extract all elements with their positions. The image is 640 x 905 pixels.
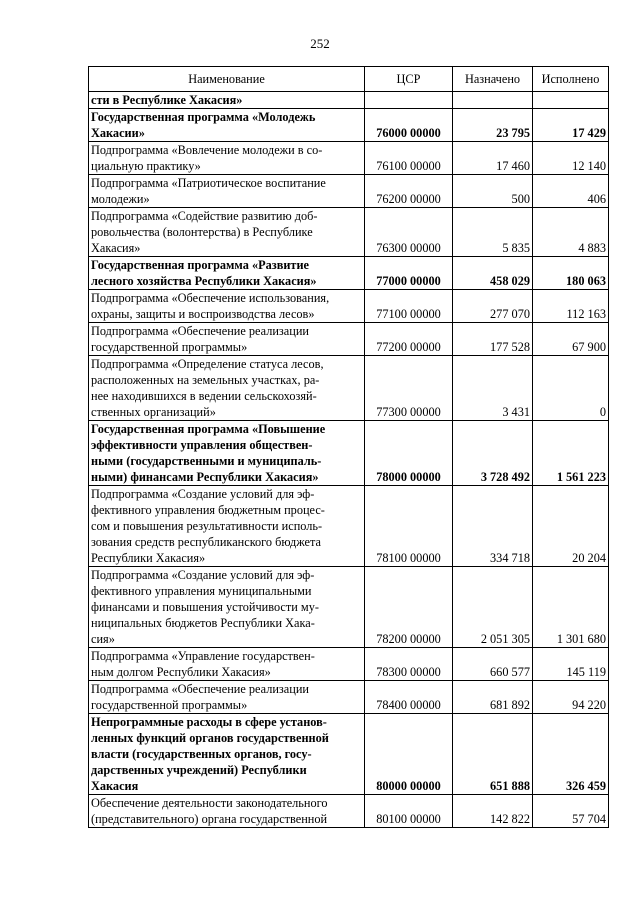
row-name-cell: Непрограммные расходы в сфере установ- ленных функций органов государственной власти (государственных органов, госу- дарственных учреждений) Республики Хакасия: [89, 714, 365, 795]
row-name-cell: Подпрограмма «Обеспечение использования, охраны, защиты и воспроизводства лесов»: [89, 290, 365, 323]
table-header-row: [89, 67, 609, 92]
table-row: [89, 681, 609, 714]
row-planned-cell: 142 822: [453, 795, 533, 828]
row-name-cell: Подпрограмма «Патриотическое воспитание молодежи»: [89, 175, 365, 208]
row-executed-cell: 17 429: [533, 109, 609, 142]
table-row: [89, 109, 609, 142]
row-name-cell: Подпрограмма «Обеспечение реализации государственной программы»: [89, 323, 365, 356]
row-name-cell: Подпрограмма «Определение статуса лесов, расположенных на земельных участках, ра- нее находившихся в ведении сельскохозяй- ственных организаций»: [89, 356, 365, 421]
row-planned-cell: 681 892: [453, 681, 533, 714]
row-code-cell: 77100 00000: [365, 290, 453, 323]
table-row: [89, 795, 609, 828]
table-row: [89, 175, 609, 208]
table-row: [89, 714, 609, 795]
table-body: [89, 92, 609, 828]
table-row: [89, 92, 609, 109]
row-executed-cell: 406: [533, 175, 609, 208]
header-code: ЦСР: [365, 67, 453, 92]
row-executed-cell: 1 301 680: [533, 567, 609, 648]
row-planned-cell: 458 029: [453, 257, 533, 290]
row-planned-cell: 23 795: [453, 109, 533, 142]
row-code-cell: 80100 00000: [365, 795, 453, 828]
row-name-cell: Государственная программа «Повышение эффективности управления обществен- ными (государственными и муниципаль- ными) финансами Республики Хакасия»: [89, 421, 365, 486]
row-name-cell: Подпрограмма «Вовлечение молодежи в со- циальную практику»: [89, 142, 365, 175]
header-executed: Исполнено: [533, 67, 609, 92]
row-code-cell: 78400 00000: [365, 681, 453, 714]
row-name-cell: Подпрограмма «Управление государствен- ным долгом Республики Хакасия»: [89, 648, 365, 681]
row-code-cell: 77000 00000: [365, 257, 453, 290]
row-name-cell: Подпрограмма «Обеспечение реализации государственной программы»: [89, 681, 365, 714]
table-row: [89, 208, 609, 257]
row-name-cell: Обеспечение деятельности законодательного (представительного) органа государственной: [89, 795, 365, 828]
row-executed-cell: 12 140: [533, 142, 609, 175]
row-name-cell: Государственная программа «Молодежь Хакасии»: [89, 109, 365, 142]
row-code-cell: 80000 00000: [365, 714, 453, 795]
row-code-cell: 76300 00000: [365, 208, 453, 257]
row-executed-cell: 94 220: [533, 681, 609, 714]
table-row: [89, 421, 609, 486]
row-name-cell: Подпрограмма «Содействие развитию доб- ровольчества (волонтерства) в Республике Хакасия»: [89, 208, 365, 257]
row-executed-cell: 20 204: [533, 486, 609, 567]
page-number: 252: [310, 36, 330, 51]
row-executed-cell: 326 459: [533, 714, 609, 795]
row-executed-cell: 57 704: [533, 795, 609, 828]
header-planned: Назначено: [453, 67, 533, 92]
row-code-cell: 77200 00000: [365, 323, 453, 356]
row-executed-cell: [533, 92, 609, 109]
row-executed-cell: 145 119: [533, 648, 609, 681]
table-row: [89, 356, 609, 421]
row-code-cell: 78200 00000: [365, 567, 453, 648]
row-code-cell: 76100 00000: [365, 142, 453, 175]
row-planned-cell: 17 460: [453, 142, 533, 175]
row-planned-cell: 5 835: [453, 208, 533, 257]
row-name-cell: Государственная программа «Развитие лесного хозяйства Республики Хакасия»: [89, 257, 365, 290]
row-name-cell: Подпрограмма «Создание условий для эф- фективного управления бюджетным процес- сом и повышения результативности исполь- зования средств республиканского бюджета Республики Хакасия»: [89, 486, 365, 567]
row-executed-cell: 4 883: [533, 208, 609, 257]
table-row: [89, 290, 609, 323]
row-code-cell: 78300 00000: [365, 648, 453, 681]
row-planned-cell: 3 431: [453, 356, 533, 421]
row-code-cell: 77300 00000: [365, 356, 453, 421]
row-code-cell: [365, 92, 453, 109]
row-executed-cell: 67 900: [533, 323, 609, 356]
table-row: [89, 257, 609, 290]
row-code-cell: 78000 00000: [365, 421, 453, 486]
table-row: [89, 323, 609, 356]
row-planned-cell: 2 051 305: [453, 567, 533, 648]
row-executed-cell: 180 063: [533, 257, 609, 290]
row-executed-cell: 1 561 223: [533, 421, 609, 486]
row-planned-cell: 177 528: [453, 323, 533, 356]
table-row: [89, 486, 609, 567]
row-executed-cell: 0: [533, 356, 609, 421]
row-planned-cell: 500: [453, 175, 533, 208]
table-row: [89, 142, 609, 175]
budget-table: [88, 66, 609, 828]
table-row: [89, 567, 609, 648]
row-code-cell: 78100 00000: [365, 486, 453, 567]
row-executed-cell: 112 163: [533, 290, 609, 323]
row-planned-cell: 277 070: [453, 290, 533, 323]
row-name-cell: сти в Республике Хакасия»: [89, 92, 365, 109]
row-planned-cell: 3 728 492: [453, 421, 533, 486]
row-planned-cell: 660 577: [453, 648, 533, 681]
row-planned-cell: 334 718: [453, 486, 533, 567]
row-planned-cell: 651 888: [453, 714, 533, 795]
row-name-cell: Подпрограмма «Создание условий для эф- фективного управления муниципальными финансами и повышения устойчивости му- ниципальных бюджетов Республики Хака- сия»: [89, 567, 365, 648]
header-name: Наименование: [89, 67, 365, 92]
row-code-cell: 76200 00000: [365, 175, 453, 208]
table-row: [89, 648, 609, 681]
row-code-cell: 76000 00000: [365, 109, 453, 142]
row-planned-cell: [453, 92, 533, 109]
